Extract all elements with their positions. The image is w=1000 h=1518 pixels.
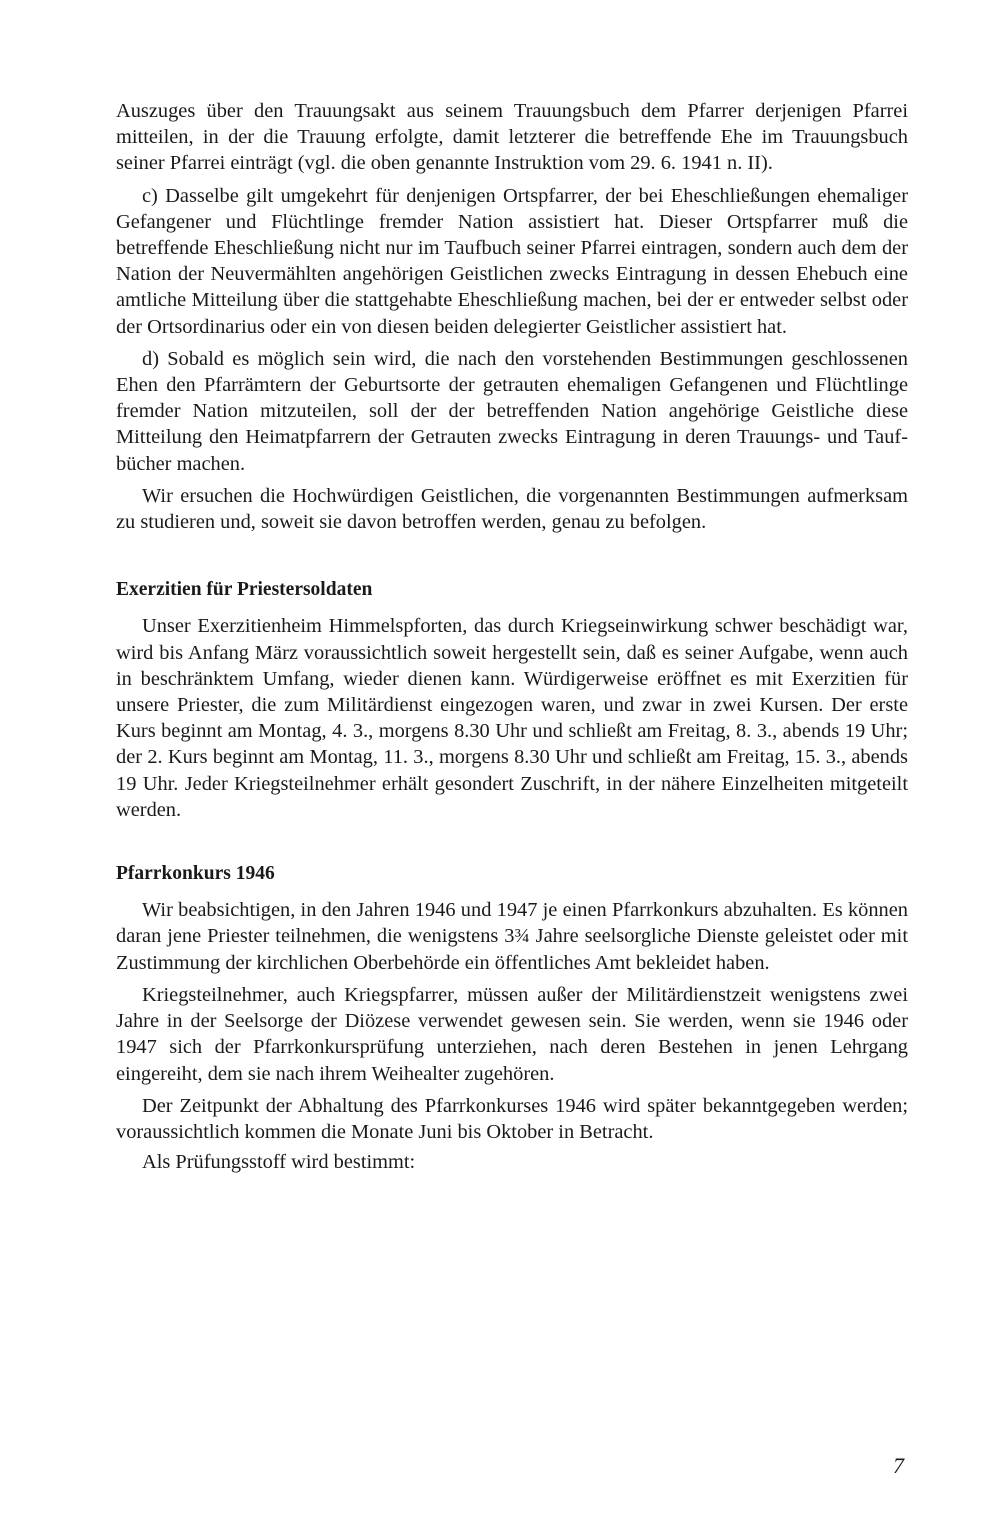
page-number: 7 (893, 1453, 904, 1478)
paragraph-pfarrkonkurs-2: Kriegsteilnehmer, auch Kriegspfarrer, müssen außer der Militärdienstzeit wenigstens zwei Jahre in der Seelsorge der Diözese verwendet gewesen sein. Sie werden, wenn sie 1946 oder 1947 sich der Pfarrkonkursprüfung unterziehen, nach deren Bestehen in jenen Lehrgang eingereiht, dem sie nach ihrem Weihealter zugehören. (116, 983, 908, 1085)
paragraph-pfarrkonkurs-3: Der Zeitpunkt der Abhaltung des Pfarrkonkurses 1946 wird später bekanntgegeben werden; voraussichtlich kommen die Monate Juni bis Oktober in Betracht. (116, 1094, 908, 1143)
document-page (116, 98, 908, 1175)
paragraph-continuation: Auszuges über den Trauungsakt aus seinem Trauungsbuch dem Pfarrer derjenigen Pfarrei mitteilen, in der die Trauung erfolgte, damit letzterer die betreffende Ehe im Trauungsbuch seiner Pfarrei einträgt (vgl. die oben genannte Instruktion vom 29. 6. 1941 n. II). (116, 100, 908, 175)
section-heading-pfarrkonkurs: Pfarrkonkurs 1946 (116, 863, 275, 885)
paragraph-d: d) Sobald es möglich sein wird, die nach den vorstehenden Bestimmungen geschlossenen Ehen den Pfarrämtern der Geburtsorte der getrauten ehemaligen Gefangenen und Flüchtlinge fremder Nation mitzuteilen, soll der der betreffenden Nation angehörige Geistliche diese Mitteilung den Heimatpfarrern der Getrauten zwecks Eintragung in deren Trauungs- und Taufbücher machen. (116, 347, 908, 475)
paragraph-exerzitien: Unser Exerzitienheim Himmelspforten, das durch Kriegseinwirkung schwer beschädigt war, wird bis Anfang März voraussichtlich soweit hergestellt sein, daß es seiner Aufgabe, wenn auch in beschränktem Umfang, wieder dienen kann. Würdigerweise eröffnet es mit Exerzitien für unsere Priester, die zum Militärdienst eingezogen waren, und zwar in zwei Kursen. Der erste Kurs beginnt am Montag, 4. 3., morgens 8.30 Uhr und schließt am Freitag, 8. 3., abends 19 Uhr; der 2. Kurs beginnt am Montag, 11. 3., morgens 8.30 Uhr und schließt am Freitag, 15. 3., abends 19 Uhr. Jeder Kriegsteilnehmer erhält gesondert Zuschrift, in der nähere Einzelheiten mitgeteilt werden. (116, 615, 908, 821)
paragraph-request: Wir ersuchen die Hochwürdigen Geistlichen, die vorgenannten Bestimmungen aufmerksam zu studieren und, soweit sie davon betroffen werden, genau zu befolgen. (116, 484, 908, 534)
section-heading-exerzitien: Exerzitien für Priestersoldaten (116, 579, 373, 601)
paragraph-c: c) Dasselbe gilt umgekehrt für denjenigen Ortspfarrer, der bei Eheschließungen ehemaliger Gefangener und Flüchtlinge fremder Nation assistiert hat. Dieser Ortspfarrer muß die betreffende Eheschließung nicht nur im Taufbuch seiner Pfarrei eintragen, sondern auch dem der Nation der Neuvermählten angehörigen Geistlichen zwecks Eintragung in dessen Ehebuch eine amtliche Mitteilung über die stattgehabte Eheschließung machen, bei der er entweder selbst oder der Ortsordinarius oder ein von diesen beiden delegierter Geistlicher assistiert hat. (116, 184, 908, 338)
paragraph-pfarrkonkurs-1: Wir beabsichtigen, in den Jahren 1946 und 1947 je einen Pfarrkonkurs abzuhalten. Es können daran jene Priester teilnehmen, die wenigstens 3¾ Jahre seelsorgliche Dienste geleistet oder mit Zustimmung der kirchlichen Oberbehörde ein öffentliches Amt bekleidet haben. (116, 899, 908, 974)
paragraph-pruefungsstoff: Als Prüfungsstoff wird bestimmt: (142, 1151, 416, 1174)
